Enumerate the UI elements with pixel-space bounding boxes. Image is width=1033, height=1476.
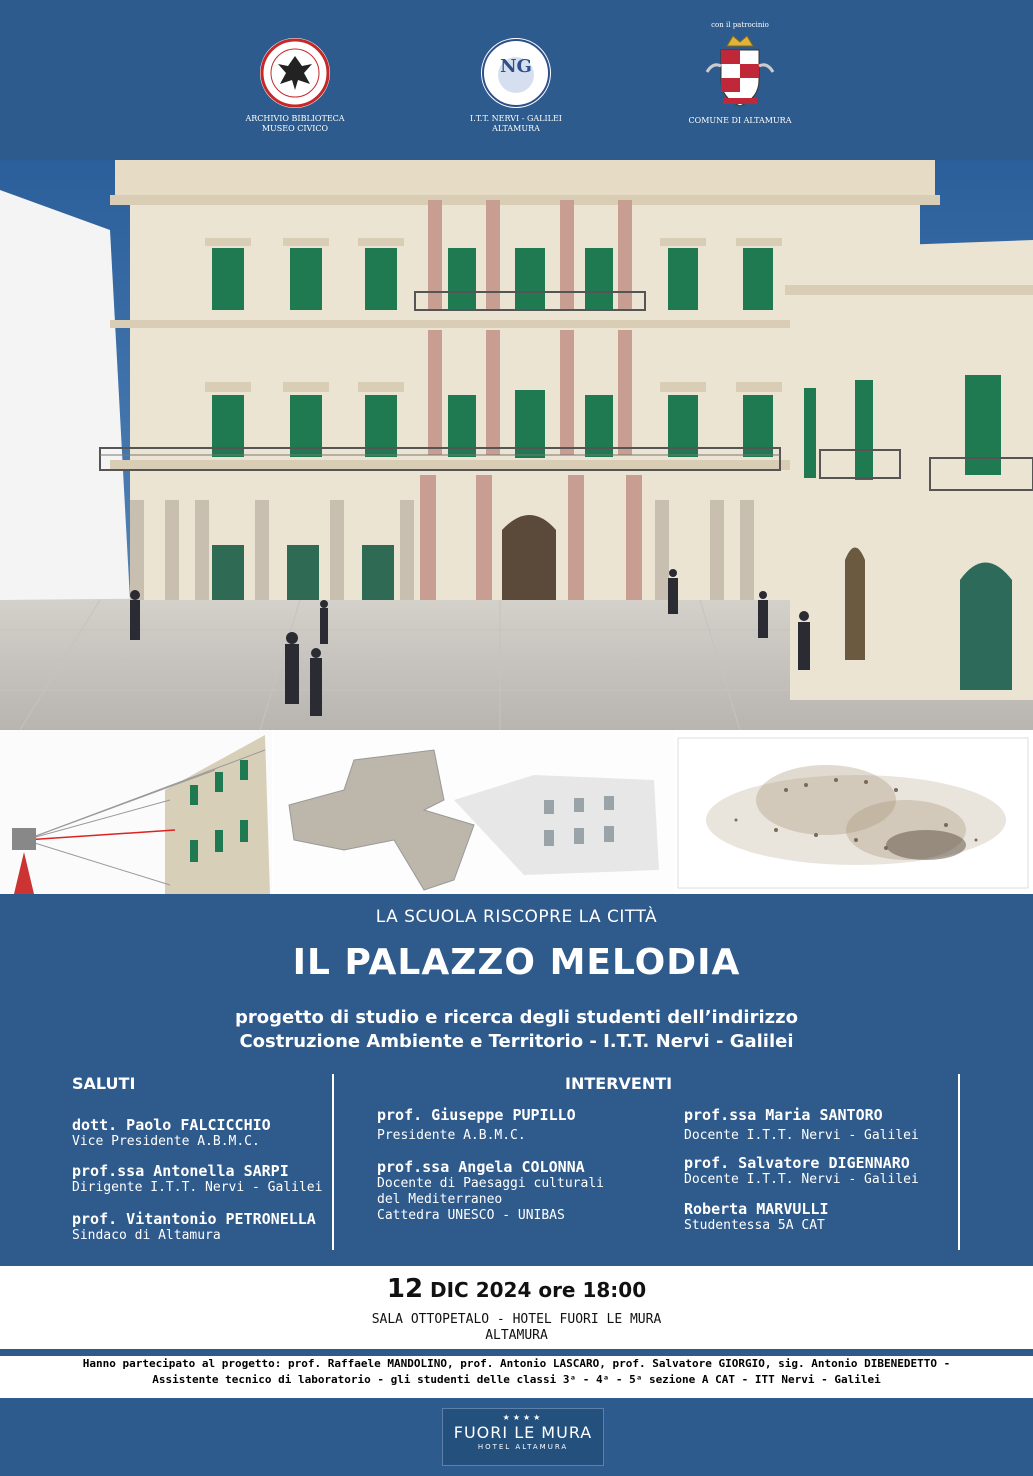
saluti-heading: SALUTI — [72, 1074, 136, 1093]
survey-thumbnails — [0, 730, 1033, 894]
event-title: IL PALAZZO MELODIA — [292, 942, 741, 983]
event-subtitle — [0, 1006, 1033, 1054]
speaker-role: Vice Presidente A.B.M.C. — [72, 1134, 260, 1149]
venue-line1: SALA OTTOPETALO - HOTEL FUORI LE MURA — [371, 1312, 662, 1327]
speaker-name: prof. Vitantonio PETRONELLA — [72, 1210, 316, 1228]
credits-line2: Assistente tecnico di laboratorio - gli studenti delle classi 3ᵃ - 4ᵃ - 5ᵃ sezione A CAT - ITT Nervi - Galilei — [152, 1373, 881, 1386]
logo-comune — [670, 20, 810, 126]
column-divider — [332, 1074, 334, 1250]
event-day: 12 — [386, 1274, 424, 1304]
speaker-role: Presidente A.B.M.C. — [377, 1128, 526, 1143]
logo-abmc-line1: ARCHIVIO BIBLIOTECA — [245, 114, 345, 123]
itt-badge-text: NG — [500, 56, 532, 77]
interventi-speaker — [377, 1158, 604, 1224]
column-divider — [958, 1074, 960, 1250]
logo-abmc-line2: MUSEO CIVICO — [261, 124, 329, 133]
event-date-band — [0, 1266, 1033, 1349]
event-venue — [0, 1312, 1033, 1344]
interventi-speaker — [684, 1200, 829, 1234]
event-datetime — [0, 1274, 1033, 1304]
logo-itt-line1: I.T.T. NERVI - GALILEI — [470, 114, 562, 123]
logo-itt — [446, 38, 586, 134]
interventi-speaker — [684, 1154, 919, 1188]
speaker-role: del Mediterraneo — [377, 1192, 503, 1207]
speaker-name: dott. Paolo FALCICCHIO — [72, 1116, 271, 1134]
project-credits — [0, 1356, 1033, 1398]
speaker-role: Docente I.T.T. Nervi - Galilei — [684, 1172, 919, 1187]
event-subtitle-line2: Costruzione Ambiente e Territorio - I.T.T. Nervi - Galilei — [239, 1031, 794, 1052]
palazzo-render-image — [0, 160, 1033, 730]
speaker-role: Docente di Paesaggi culturali — [377, 1176, 604, 1191]
hotel-name: FUORI LE MURA — [453, 1423, 593, 1442]
speaker-name: Roberta MARVULLI — [684, 1200, 829, 1218]
laser-scan-thumbnail — [0, 730, 272, 894]
interventi-speaker — [684, 1106, 919, 1144]
event-info — [0, 894, 1033, 1266]
logo-abmc — [225, 38, 365, 134]
speaker-role: Docente I.T.T. Nervi - Galilei — [684, 1128, 919, 1143]
event-subtitle-line1: progetto di studio e ricerca degli studenti dell’indirizzo — [235, 1007, 798, 1028]
hotel-logo — [442, 1408, 604, 1466]
interventi-heading: INTERVENTI — [565, 1074, 673, 1093]
saluti-speaker — [72, 1162, 322, 1196]
speaker-role: Sindaco di Altamura — [72, 1228, 221, 1243]
speaker-name: prof.ssa Antonella SARPI — [72, 1162, 289, 1180]
point-cloud-thumbnail — [676, 730, 1033, 894]
interventi-speaker — [377, 1106, 576, 1144]
speaker-role: Dirigente I.T.T. Nervi - Galilei — [72, 1180, 323, 1195]
saluti-speaker — [72, 1116, 271, 1150]
event-kicker: LA SCUOLA RISCOPRE LA CITTÀ — [375, 907, 658, 927]
logo-itt-line2: ALTAMURA — [492, 124, 540, 133]
saluti-speaker — [72, 1210, 316, 1244]
venue-line2: ALTAMURA — [485, 1328, 548, 1343]
speaker-name: prof. Salvatore DIGENNARO — [684, 1154, 910, 1172]
header-logos — [0, 0, 1033, 160]
event-month-time: DIC 2024 ore 18:00 — [430, 1278, 647, 1302]
speaker-role: Studentessa 5A CAT — [684, 1218, 825, 1233]
itt-seal-icon — [481, 38, 551, 108]
patrocinio-label: con il patrocinio — [711, 21, 769, 29]
logo-comune-line1: COMUNE DI ALTAMURA — [688, 116, 792, 125]
abmc-seal-icon — [260, 38, 330, 108]
hotel-subtitle: HOTEL ALTAMURA — [477, 1443, 569, 1451]
speaker-role: Cattedra UNESCO - UNIBAS — [377, 1208, 565, 1223]
speaker-name: prof.ssa Angela COLONNA — [377, 1158, 585, 1176]
footer — [0, 1398, 1033, 1476]
speaker-name: prof.ssa Maria SANTORO — [684, 1106, 883, 1124]
comune-coat-of-arms-icon — [705, 32, 775, 112]
drone-survey-thumbnail — [274, 730, 674, 894]
speaker-name: prof. Giuseppe PUPILLO — [377, 1106, 576, 1124]
credits-line1: Hanno partecipato al progetto: prof. Raffaele MANDOLINO, prof. Antonio LASCARO, prof. Salvatore GIORGIO, sig. Antonio DIBENEDETTO - — [82, 1357, 951, 1370]
hotel-stars-icon: ★★★★ — [502, 1413, 544, 1422]
